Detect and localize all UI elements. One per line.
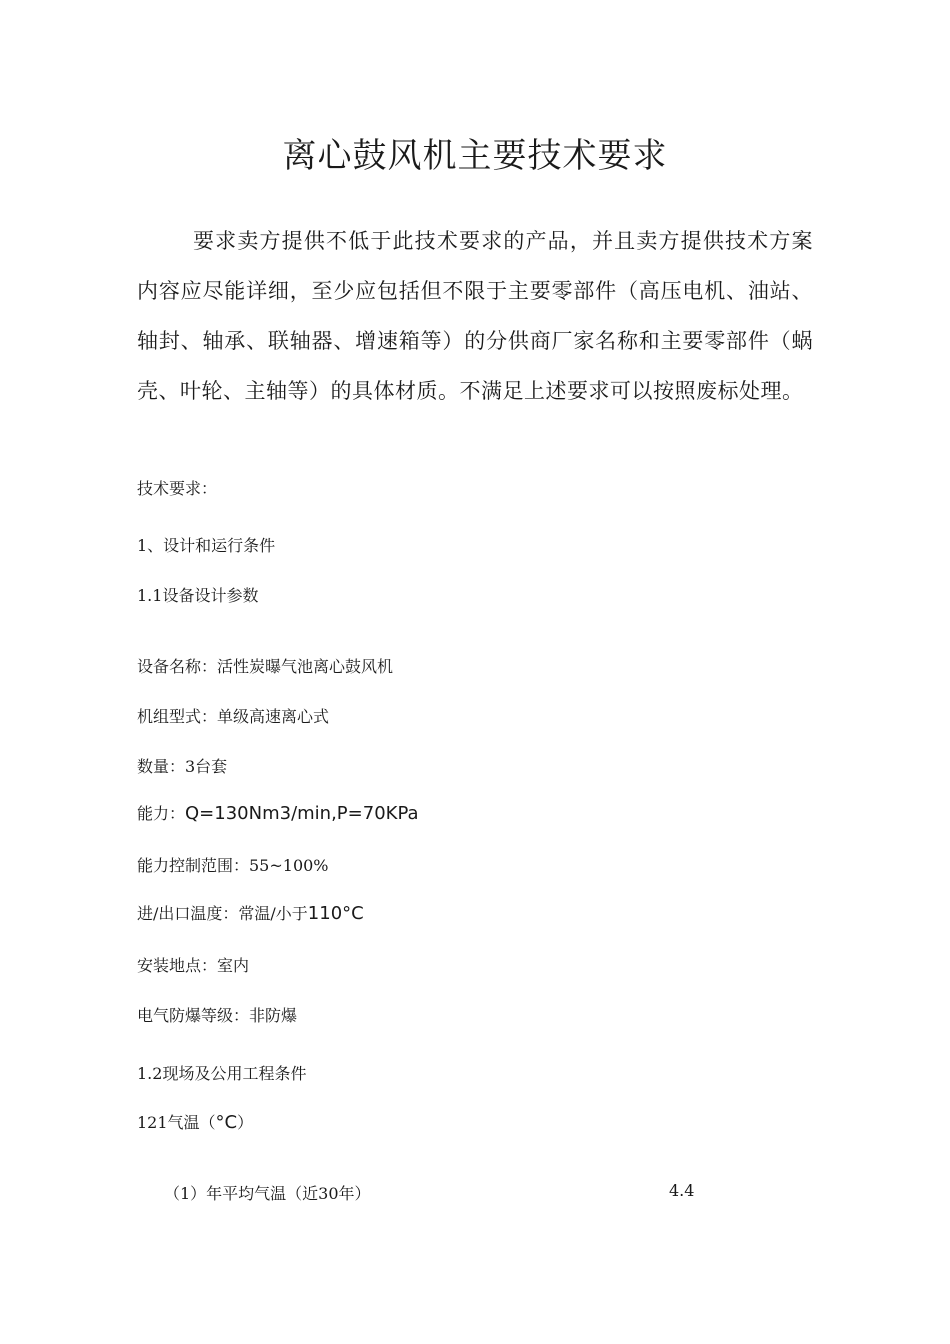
param-temperature-label: 进/出口温度：常温/小于 xyxy=(137,904,308,923)
param-install-site: 安装地点：室内 xyxy=(137,956,250,975)
section-1-2-heading: 1.2现场及公用工程条件 xyxy=(137,1064,307,1083)
document-title: 离心鼓风机主要技术要求 xyxy=(282,136,668,176)
param-quantity: 数量：3台套 xyxy=(137,757,228,776)
subsection-121-unit: °C xyxy=(215,1112,238,1133)
intro-paragraph: 要求卖方提供不低于此技术要求的产品，并且卖方提供技术方案内容应尽能详细，至少应包括但不限于主要零部件（高压电机、油站、轴封、轴承、联轴器、增速箱等）的分供商厂家名称和主要零部件（蜗壳、叶轮、主轴等）的具体材质。不满足上述要求可以按照废标处理。 xyxy=(137,229,813,403)
section-1-1-heading: 1.1设备设计参数 xyxy=(137,586,259,605)
tech-requirements-heading: 技术要求： xyxy=(137,479,218,498)
item-annual-avg-temp-value: 4.4 xyxy=(669,1181,695,1200)
subsection-121-label: 121气温（ xyxy=(137,1113,216,1132)
param-capacity xyxy=(137,801,419,824)
param-explosion-grade: 电气防爆等级：非防爆 xyxy=(137,1006,298,1025)
param-device-name: 设备名称：活性炭曝气池离心鼓风机 xyxy=(137,657,394,676)
param-capacity-label: 能力： xyxy=(137,804,186,823)
param-control-range: 能力控制范围：55~100% xyxy=(137,856,329,875)
subsection-121-close: ） xyxy=(237,1113,254,1132)
param-temperature-value: 110°C xyxy=(307,903,364,924)
param-temperature xyxy=(137,901,364,924)
param-capacity-value: Q=130Nm3/min,P=70KPa xyxy=(185,803,419,824)
param-unit-type: 机组型式：单级高速离心式 xyxy=(137,707,330,726)
item-annual-avg-temp-label: （1）年平均气温（近30年） xyxy=(164,1184,371,1203)
section-1-heading: 1、设计和运行条件 xyxy=(137,536,276,555)
subsection-121-heading xyxy=(137,1110,253,1133)
